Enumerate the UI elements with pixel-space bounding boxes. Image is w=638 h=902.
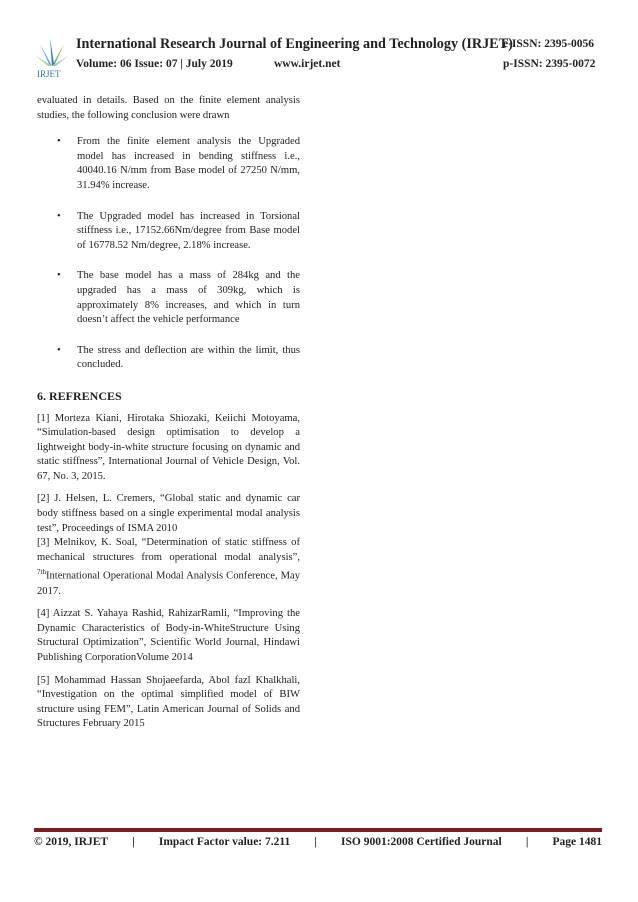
- website-link[interactable]: www.irjet.net: [274, 58, 341, 70]
- page-number: Page 1481: [552, 836, 602, 848]
- iso-certification: ISO 9001:2008 Certified Journal: [341, 836, 502, 848]
- copyright: © 2019, IRJET: [34, 836, 109, 848]
- separator: |: [525, 836, 529, 848]
- reference-item: [1] Morteza Kiani, Hirotaka Shiozaki, Keiichi Motoyama, “Simulation-based design optimisation to develop a lightweight body-in-white structure focusing on dynamic and static stiffness”, International Journal of Vehicle Design, Vol. 67, No. 3, 2015.: [37, 412, 300, 482]
- journal-title: International Research Journal of Engineering and Technology (IRJET): [76, 36, 513, 52]
- ordinal-number: 7: [37, 568, 41, 577]
- reference-item: [5] Mohammad Hassan Shojaeefarda, Abol fazl Khalkhali, “Investigation on the optimal simplified model of BIW structure using FEM”, Latin American Journal of Solids and Structures February 2015: [37, 674, 300, 730]
- separator: |: [314, 836, 317, 848]
- list-item: • The stress and deflection are within the limit, thus concluded.: [37, 344, 300, 373]
- list-item: • The base model has a mass of 284kg and the upgraded has a mass of 309kg, which is approximately 8% increases, and which in turn doesn’t affect the vehicle performance: [37, 269, 300, 327]
- text-column: [37, 94, 300, 740]
- irjet-logo: [36, 36, 68, 78]
- reference-text: [3] Melnikov, K. Soal, “Determination of static stiffness of mechanical structures from operational modal analysis”,: [37, 537, 300, 563]
- volume-info: Volume: 06 Issue: 07 | July 2019: [76, 58, 233, 70]
- ordinal-suffix: th: [40, 568, 46, 577]
- footer: [34, 836, 602, 848]
- list-item: • From the finite element analysis the Upgraded model has increased in bending stiffness i.e., 40040.16 N/mm from Base model of 27250 N/mm, 31.94% increase.: [37, 135, 300, 193]
- reference-item: [37, 536, 300, 599]
- e-issn: e-ISSN: 2395-0056: [503, 38, 595, 50]
- footer-rule: [34, 828, 602, 832]
- reference-text: International Operational Modal Analysis Conference, May 2017.: [37, 570, 300, 597]
- conclusion-list: [37, 135, 300, 373]
- reference-item: [2] J. Helsen, L. Cremers, “Global static and dynamic car body stiffness based on a single experimental modal analysis test”, Proceedings of ISMA 2010: [37, 493, 300, 534]
- intro-paragraph: evaluated in details. Based on the finite element analysis studies, the following conclusion were drawn: [37, 95, 300, 121]
- svg-text:IRJET: IRJET: [37, 69, 61, 78]
- separator: |: [132, 836, 135, 848]
- p-issn: p-ISSN: 2395-0072: [503, 58, 596, 70]
- list-item: • The Upgraded model has increased in Torsional stiffness i.e., 17152.66Nm/degree from Base model of 16778.52 Nm/degree, 2.18% increase.: [37, 210, 300, 254]
- impact-factor: Impact Factor value: 7.211: [158, 836, 291, 848]
- section-heading: 6. REFRENCES: [37, 388, 122, 403]
- reference-item: [4] Aizzat S. Yahaya Rashid, RahizarRamli, “Improving the Dynamic Characteristics of Body-in-WhiteStructure Using Structural Optimization”, Scientific World Journal, Hindawi Publishing CorporationVolume 2014: [37, 608, 300, 663]
